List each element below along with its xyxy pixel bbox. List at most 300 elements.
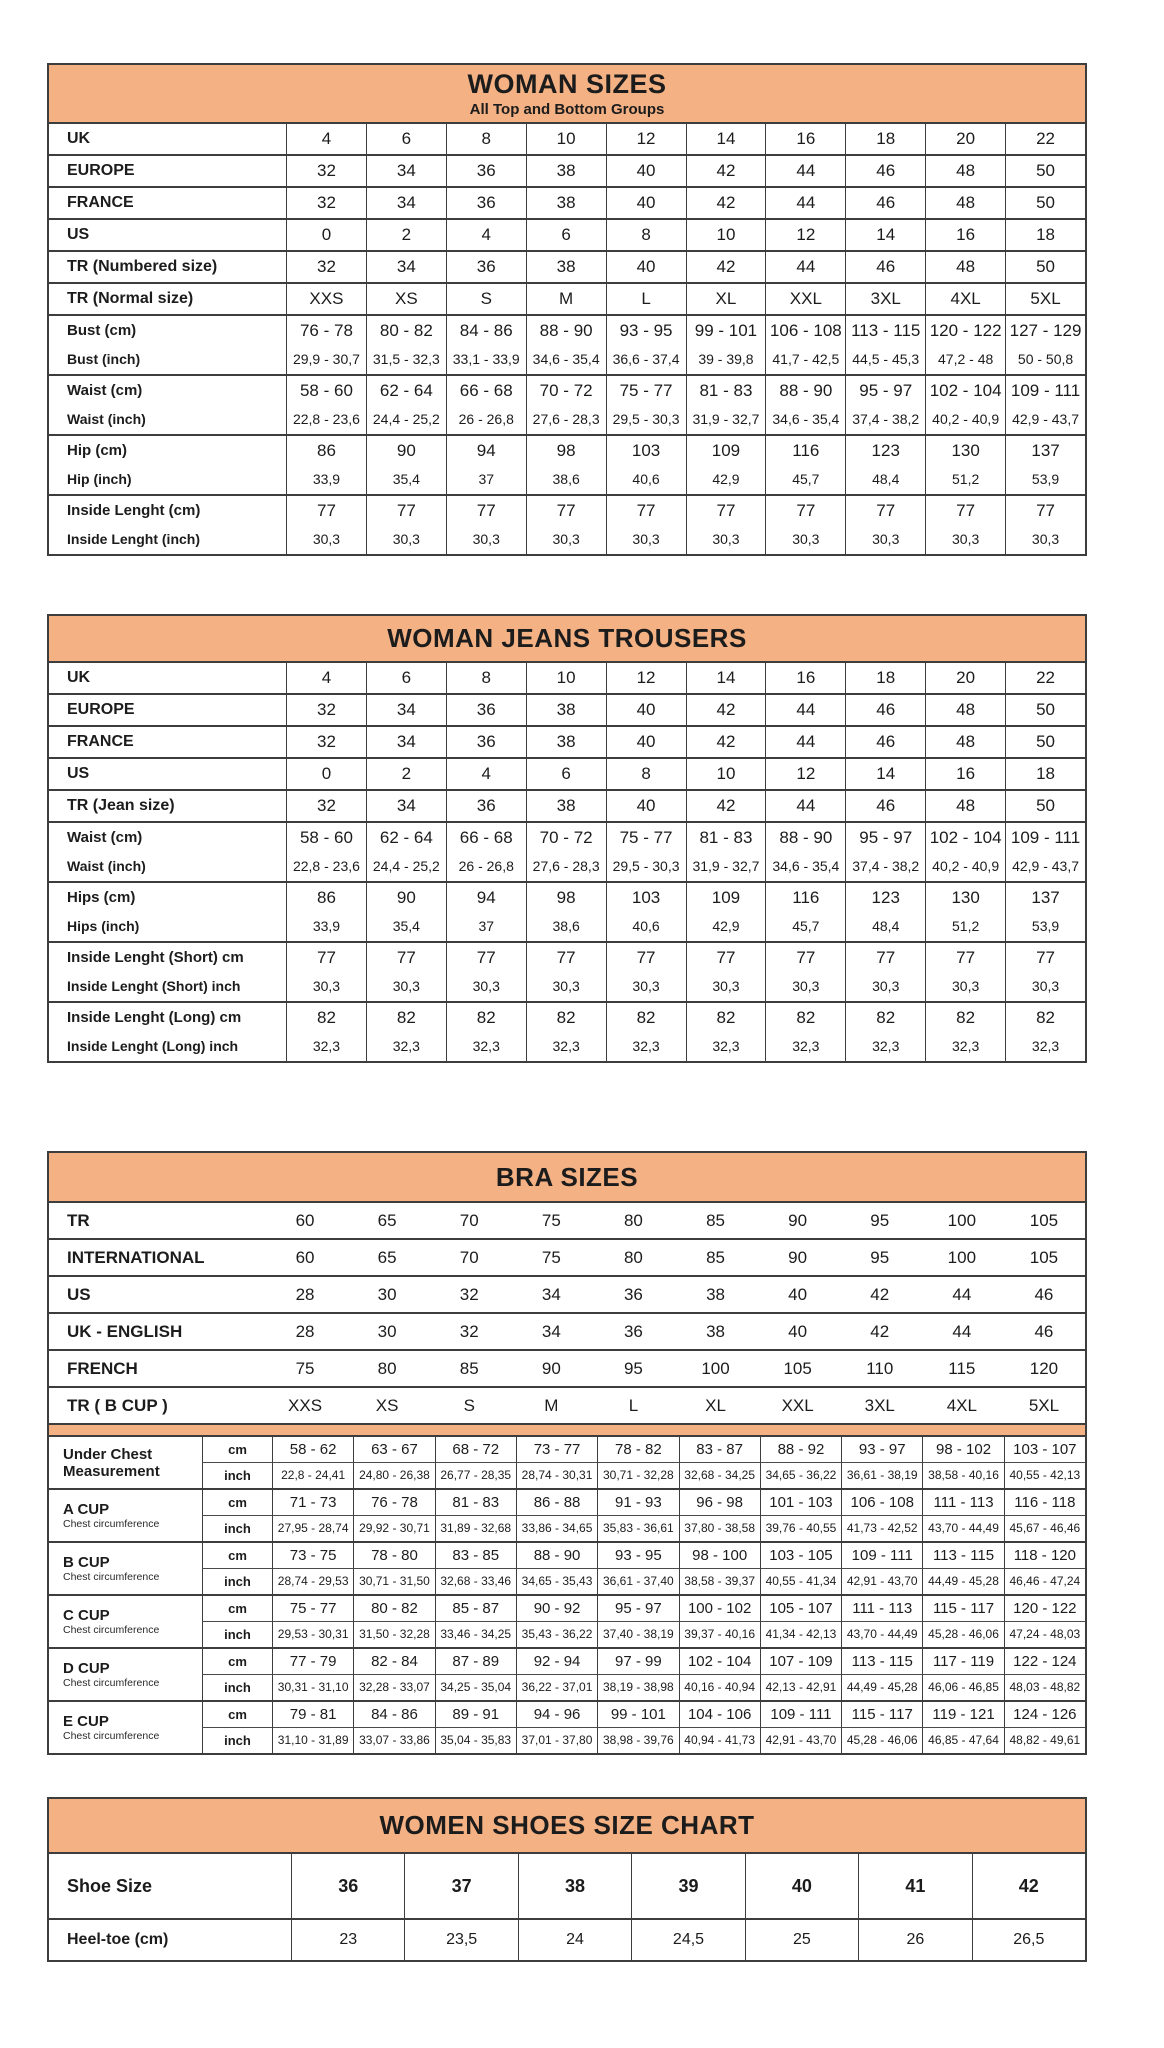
cell-value: 5XL xyxy=(1030,289,1061,308)
value-cell xyxy=(765,252,845,282)
cell-value: 37,4 - 38,2 xyxy=(852,858,920,874)
cell-value: 48,4 xyxy=(872,918,900,934)
value-cell xyxy=(1005,316,1085,374)
cell-value: 115 - 117 xyxy=(922,1596,1003,1621)
table-row-group xyxy=(49,250,1085,282)
cell-value: 98 - 100 xyxy=(679,1543,760,1568)
cell-value: 62 - 64 xyxy=(379,828,433,847)
row-label: EUROPE xyxy=(67,162,135,179)
row-label-cell xyxy=(49,284,286,314)
row-label: UK xyxy=(67,669,91,686)
cell-value: 29,53 - 30,31 xyxy=(272,1621,353,1647)
cell-value: 4 xyxy=(321,129,332,148)
cell-value: 77 xyxy=(556,948,576,967)
cell-value: 28,74 - 29,53 xyxy=(272,1568,353,1594)
value-cell xyxy=(925,124,1005,154)
cell-value: 20 xyxy=(956,129,976,148)
row-label: Waist (inch) xyxy=(67,411,146,427)
value-cell xyxy=(765,883,845,941)
value-cell xyxy=(686,663,766,693)
cell-value: 42 xyxy=(716,161,736,180)
value-cell xyxy=(366,759,446,789)
value-cell xyxy=(526,156,606,186)
cell-value: 32 xyxy=(459,1322,479,1341)
cell-value: 89 - 91 xyxy=(435,1702,516,1727)
value-cell xyxy=(366,823,446,881)
cell-value: 40,6 xyxy=(632,471,660,487)
cell-value: 6 xyxy=(401,129,412,148)
row-label: Heel-toe (cm) xyxy=(67,1931,169,1948)
cell-value: 0 xyxy=(321,764,332,783)
cell-value: 35,04 - 35,83 xyxy=(435,1727,516,1753)
cell-value: 105 - 107 xyxy=(760,1596,841,1621)
cell-value: 26 xyxy=(906,1931,925,1948)
cell-value: 83 - 87 xyxy=(679,1437,760,1462)
cell-value: 38 xyxy=(556,193,576,212)
unit-label-inch: inch xyxy=(202,1462,272,1488)
cell-value: 41,73 - 42,52 xyxy=(841,1515,922,1541)
row-label-cell xyxy=(49,376,286,434)
cell-value: 53,9 xyxy=(1031,918,1060,934)
cell-value: 30,3 xyxy=(392,531,420,547)
cell-value: 30,3 xyxy=(472,978,500,994)
value-cell xyxy=(631,1920,744,1960)
cell-value: 30,3 xyxy=(392,978,420,994)
row-label-cell xyxy=(49,124,286,154)
cell-value: 34,25 - 35,04 xyxy=(435,1674,516,1700)
value-cell xyxy=(765,823,845,881)
cell-value: 24,5 xyxy=(672,1931,705,1948)
value-cell xyxy=(446,496,526,554)
cup-label-line2: Measurement xyxy=(63,1462,160,1480)
cup-row-group xyxy=(49,1437,1085,1488)
cell-value: 32,3 xyxy=(392,1038,420,1054)
cell-value: 41 xyxy=(905,1876,926,1896)
value-cell xyxy=(286,791,366,821)
value-cell xyxy=(446,791,526,821)
value-cell xyxy=(1005,1003,1085,1061)
cell-value: 119 - 121 xyxy=(922,1702,1003,1727)
cell-value: 122 - 124 xyxy=(1004,1649,1085,1674)
value-cell xyxy=(286,496,366,554)
cell-value: 98 - 102 xyxy=(922,1437,1003,1462)
cell-value: 44,49 - 45,28 xyxy=(841,1674,922,1700)
cell-value: 32 xyxy=(316,796,336,815)
cell-value: 86 xyxy=(316,441,336,460)
cell-value: 30,3 xyxy=(792,978,820,994)
value-cell xyxy=(286,727,366,757)
value-cell xyxy=(526,883,606,941)
woman-sizes-header xyxy=(49,65,1085,124)
cell-value: 46 xyxy=(1034,1285,1054,1304)
cell-value: 37,40 - 38,19 xyxy=(597,1621,678,1647)
cell-value: 41,34 - 42,13 xyxy=(760,1621,841,1647)
cell-value: 33,9 xyxy=(312,471,341,487)
cell-value: 76 - 78 xyxy=(299,321,353,340)
cell-value: 4 xyxy=(321,668,332,687)
cell-value: 4XL xyxy=(946,1396,977,1415)
cell-value: L xyxy=(641,289,651,308)
cell-value: 29,5 - 30,3 xyxy=(612,411,680,427)
value-cell xyxy=(366,316,446,374)
table-body xyxy=(49,663,1085,1061)
cell-value: 6 xyxy=(561,225,571,244)
cell-value: 38 xyxy=(556,700,576,719)
value-cell xyxy=(745,1854,858,1918)
value-cell xyxy=(526,316,606,374)
cell-value: 31,10 - 31,89 xyxy=(272,1727,353,1753)
value-cell xyxy=(686,759,766,789)
cell-value: 106 - 108 xyxy=(769,321,842,340)
cell-value: 88 - 92 xyxy=(760,1437,841,1462)
cell-value: 32,3 xyxy=(792,1038,820,1054)
cell-value: 36 xyxy=(476,161,496,180)
value-cell xyxy=(765,124,845,154)
cell-value: 20 xyxy=(956,668,976,687)
cell-value: 79 - 81 xyxy=(272,1702,353,1727)
cell-value: 46 xyxy=(876,193,896,212)
cell-value: 33,86 - 34,65 xyxy=(516,1515,597,1541)
cell-value: 120 - 122 xyxy=(1004,1596,1085,1621)
cell-value: 30,3 xyxy=(472,531,500,547)
value-cell xyxy=(526,663,606,693)
cell-value: 65 xyxy=(377,1248,397,1267)
value-cell xyxy=(925,883,1005,941)
cell-value: 82 xyxy=(876,1008,896,1027)
cell-value: 34,65 - 35,43 xyxy=(516,1568,597,1594)
cell-value: 26,77 - 28,35 xyxy=(435,1462,516,1488)
value-cell xyxy=(686,496,766,554)
cell-value: 75 xyxy=(295,1359,315,1378)
cell-value: 8 xyxy=(641,225,651,244)
table-title: WOMEN SHOES SIZE CHART xyxy=(379,1810,755,1840)
value-cell xyxy=(446,156,526,186)
cell-value: 36,61 - 37,40 xyxy=(597,1568,678,1594)
cell-value: 41,7 - 42,5 xyxy=(772,351,840,367)
cell-value: 87 - 89 xyxy=(435,1649,516,1674)
cell-value: 48,4 xyxy=(872,471,900,487)
cell-value: 39,76 - 40,55 xyxy=(760,1515,841,1541)
cell-value: 22,8 - 23,6 xyxy=(292,411,360,427)
value-cell xyxy=(366,220,446,250)
value-cell xyxy=(518,1854,631,1918)
cell-value: 30,3 xyxy=(952,978,980,994)
value-cell xyxy=(286,252,366,282)
cell-value: 27,6 - 28,3 xyxy=(532,858,600,874)
row-label: Shoe Size xyxy=(67,1876,153,1896)
cell-value: 46 xyxy=(876,732,896,751)
cell-value: 47,2 - 48 xyxy=(938,351,994,367)
cell-value: 36 xyxy=(623,1285,643,1304)
cell-value: 3XL xyxy=(864,1396,895,1415)
cell-value: 48 xyxy=(956,161,976,180)
row-label-cell xyxy=(49,220,286,250)
cell-value: 75 - 77 xyxy=(619,828,673,847)
cell-value: 120 xyxy=(1029,1359,1059,1378)
cell-value: 105 xyxy=(783,1359,812,1378)
value-cell xyxy=(631,1854,744,1918)
cell-value: 103 xyxy=(631,888,661,907)
cell-value: 40 xyxy=(636,193,656,212)
value-cell xyxy=(446,188,526,218)
cell-value: 75 - 77 xyxy=(272,1596,353,1621)
cell-value: S xyxy=(463,1396,475,1415)
cup-label-cell xyxy=(49,1543,202,1594)
cell-value: 42,9 xyxy=(712,918,740,934)
cell-value: M xyxy=(559,289,574,308)
cell-value: 39 - 39,8 xyxy=(698,351,754,367)
table-body xyxy=(49,1203,1085,1753)
cell-value: 86 - 88 xyxy=(516,1490,597,1515)
cell-value: 4 xyxy=(481,764,491,783)
value-cell xyxy=(765,376,845,434)
cell-value: 65 xyxy=(377,1211,397,1230)
value-cell xyxy=(606,883,686,941)
cell-value: 127 - 129 xyxy=(1009,321,1082,340)
cell-value: 8 xyxy=(481,668,491,687)
cell-value: 38 xyxy=(556,796,576,815)
cell-value: 14 xyxy=(716,129,736,148)
table-row xyxy=(49,1203,1085,1238)
table-row-group xyxy=(49,881,1085,941)
cup-label: Under Chest xyxy=(63,1445,153,1463)
cell-value: 32 xyxy=(316,161,336,180)
cell-value: 92 - 94 xyxy=(516,1649,597,1674)
value-cell xyxy=(686,695,766,725)
value-cell xyxy=(925,284,1005,314)
value-cell xyxy=(286,883,366,941)
value-cell xyxy=(686,943,766,1001)
cell-value: 93 - 95 xyxy=(619,321,673,340)
cell-value: 115 - 117 xyxy=(841,1702,922,1727)
cell-value: 50 xyxy=(1036,161,1055,180)
value-cell xyxy=(404,1854,517,1918)
cell-value: 42,9 - 43,7 xyxy=(1012,411,1080,427)
cell-value: 66 - 68 xyxy=(459,828,513,847)
value-cell xyxy=(858,1854,971,1918)
value-cell xyxy=(366,376,446,434)
cell-value: 38 xyxy=(706,1285,725,1304)
value-cell xyxy=(286,663,366,693)
cell-value: 98 xyxy=(556,888,576,907)
cell-value: 36,6 - 37,4 xyxy=(612,351,680,367)
cell-value: 34 xyxy=(396,796,416,815)
cell-value: 77 xyxy=(796,501,816,520)
value-cell xyxy=(925,376,1005,434)
cell-value: 47,24 - 48,03 xyxy=(1004,1621,1085,1647)
value-cell xyxy=(366,943,446,1001)
cell-value: XL xyxy=(705,1396,726,1415)
cell-value: 90 xyxy=(396,441,416,460)
table-row xyxy=(49,1349,1085,1386)
cell-value: 34 xyxy=(396,193,416,212)
cell-value: 77 xyxy=(316,948,336,967)
cell-value: 46,85 - 47,64 xyxy=(922,1727,1003,1753)
value-cell xyxy=(446,1003,526,1061)
cup-sublabel: Chest circumference xyxy=(63,1518,160,1530)
value-cell xyxy=(845,284,925,314)
value-cell xyxy=(526,376,606,434)
cell-value: 78 - 80 xyxy=(353,1543,434,1568)
value-cell xyxy=(446,883,526,941)
cup-label: C CUP xyxy=(63,1607,110,1624)
cell-value: 101 - 103 xyxy=(760,1490,841,1515)
cell-value: 85 xyxy=(459,1359,479,1378)
value-cell xyxy=(446,252,526,282)
value-cell xyxy=(446,316,526,374)
cell-value: 97 - 99 xyxy=(597,1649,678,1674)
cell-value: 42,91 - 43,70 xyxy=(841,1568,922,1594)
value-cell xyxy=(1005,376,1085,434)
table-row-group xyxy=(49,1854,1085,1918)
value-cell xyxy=(845,943,925,1001)
cell-value: 32,3 xyxy=(472,1038,500,1054)
row-label: Hip (cm) xyxy=(67,442,127,459)
cell-value: 109 - 111 xyxy=(760,1702,841,1727)
value-cell xyxy=(745,1920,858,1960)
cell-value: 94 xyxy=(476,441,496,460)
value-cell xyxy=(1005,436,1085,494)
table-row-group xyxy=(49,124,1085,154)
value-cell xyxy=(526,284,606,314)
cell-value: 123 xyxy=(871,441,900,460)
value-cell xyxy=(1005,823,1085,881)
cell-value: 36 xyxy=(476,257,496,276)
row-label-cell xyxy=(49,496,286,554)
cell-value: 29,92 - 30,71 xyxy=(353,1515,434,1541)
cell-value: 40,2 - 40,9 xyxy=(932,411,1000,427)
table-row-group xyxy=(49,693,1085,725)
cell-value: 40 xyxy=(788,1285,808,1304)
cell-value: 77 xyxy=(876,948,896,967)
cell-value: 38,6 xyxy=(552,918,580,934)
value-cell xyxy=(845,220,925,250)
cell-value: 32,28 - 33,07 xyxy=(353,1674,434,1700)
divider-strip xyxy=(49,1423,1085,1437)
value-cell xyxy=(845,436,925,494)
table-row-group xyxy=(49,282,1085,314)
cell-value: 30,3 xyxy=(552,531,580,547)
cell-value: 137 xyxy=(1031,441,1060,460)
cell-value: 29,9 - 30,7 xyxy=(292,351,360,367)
value-cell xyxy=(925,220,1005,250)
value-cell xyxy=(286,759,366,789)
cell-value: 16 xyxy=(796,129,816,148)
cell-value: 44 xyxy=(796,257,816,276)
cell-value: 85 - 87 xyxy=(435,1596,516,1621)
cell-value: 70 xyxy=(459,1211,479,1230)
value-cell xyxy=(858,1920,971,1960)
value-cell xyxy=(845,496,925,554)
value-cell xyxy=(686,316,766,374)
value-cell xyxy=(446,823,526,881)
unit-label-inch: inch xyxy=(202,1515,272,1541)
cell-value: 44 xyxy=(796,700,816,719)
cell-value: 109 - 111 xyxy=(841,1543,922,1568)
cell-value: 34,65 - 36,22 xyxy=(760,1462,841,1488)
cell-value: 78 - 82 xyxy=(597,1437,678,1462)
cell-value: 88 - 90 xyxy=(539,321,593,340)
cell-value: 10 xyxy=(556,668,576,687)
cell-value: 38 xyxy=(556,161,576,180)
cell-value: 82 xyxy=(396,1008,416,1027)
cell-value: 48 xyxy=(956,796,976,815)
cell-value: 30,3 xyxy=(1031,978,1060,994)
table-row-group xyxy=(49,1918,1085,1960)
cell-value: 32 xyxy=(316,732,336,751)
value-cell xyxy=(765,436,845,494)
cell-value: 90 xyxy=(541,1359,561,1378)
cell-value: 71 - 73 xyxy=(272,1490,353,1515)
cell-value: 14 xyxy=(876,764,896,783)
cell-value: 37,4 - 38,2 xyxy=(852,411,920,427)
cell-value: 34,6 - 35,4 xyxy=(772,411,840,427)
cell-value: 80 - 82 xyxy=(379,321,433,340)
cell-value: 95 xyxy=(870,1211,890,1230)
cell-value: 26 - 26,8 xyxy=(458,858,514,874)
cell-value: 36 xyxy=(623,1322,643,1341)
cell-value: 77 xyxy=(396,948,416,967)
value-cell xyxy=(845,727,925,757)
row-label: INTERNATIONAL xyxy=(67,1248,205,1267)
table-row-group xyxy=(49,218,1085,250)
row-label-cell xyxy=(49,883,286,941)
cell-value: 44 xyxy=(952,1285,972,1304)
cell-value: 32,68 - 34,25 xyxy=(679,1462,760,1488)
cell-value: 81 - 83 xyxy=(435,1490,516,1515)
cell-value: 18 xyxy=(1036,225,1055,244)
cell-value: 24,4 - 25,2 xyxy=(372,858,440,874)
value-cell xyxy=(925,759,1005,789)
cell-value: 42 xyxy=(870,1285,890,1304)
cell-value: 12 xyxy=(636,129,656,148)
cell-value: 46 xyxy=(876,796,896,815)
unit-label-cm: cm xyxy=(202,1437,272,1462)
value-cell xyxy=(845,252,925,282)
cell-value: 51,2 xyxy=(952,918,980,934)
cell-value: 40 xyxy=(636,161,656,180)
table-row-group xyxy=(49,757,1085,789)
women-shoes-table xyxy=(47,1797,1087,1962)
cell-value: 84 - 86 xyxy=(459,321,513,340)
value-cell xyxy=(606,284,686,314)
cell-value: 70 - 72 xyxy=(539,381,593,400)
value-cell xyxy=(845,316,925,374)
cell-value: 36 xyxy=(338,1876,359,1896)
value-cell xyxy=(366,727,446,757)
value-cell xyxy=(686,823,766,881)
cell-value: 109 - 111 xyxy=(1010,828,1081,847)
value-cell xyxy=(446,759,526,789)
table-body xyxy=(49,124,1085,554)
value-cell xyxy=(686,436,766,494)
cell-value: 30,3 xyxy=(872,978,900,994)
value-cell xyxy=(1005,252,1085,282)
cell-value: 68 - 72 xyxy=(435,1437,516,1462)
table-title: BRA SIZES xyxy=(495,1161,639,1192)
cell-value: 117 - 119 xyxy=(922,1649,1003,1674)
cell-value: 8 xyxy=(481,129,491,148)
cell-value: 82 xyxy=(636,1008,656,1027)
cell-value: 37 xyxy=(478,918,495,934)
cup-label-cell xyxy=(49,1702,202,1753)
cell-value: 31,9 - 32,7 xyxy=(692,411,760,427)
cell-value: 93 - 95 xyxy=(597,1543,678,1568)
row-label: Inside Lenght (Long) inch xyxy=(67,1038,239,1054)
cell-value: 26,5 xyxy=(1013,1931,1045,1948)
unit-label-cm: cm xyxy=(202,1543,272,1568)
cell-value: 48 xyxy=(956,257,976,276)
